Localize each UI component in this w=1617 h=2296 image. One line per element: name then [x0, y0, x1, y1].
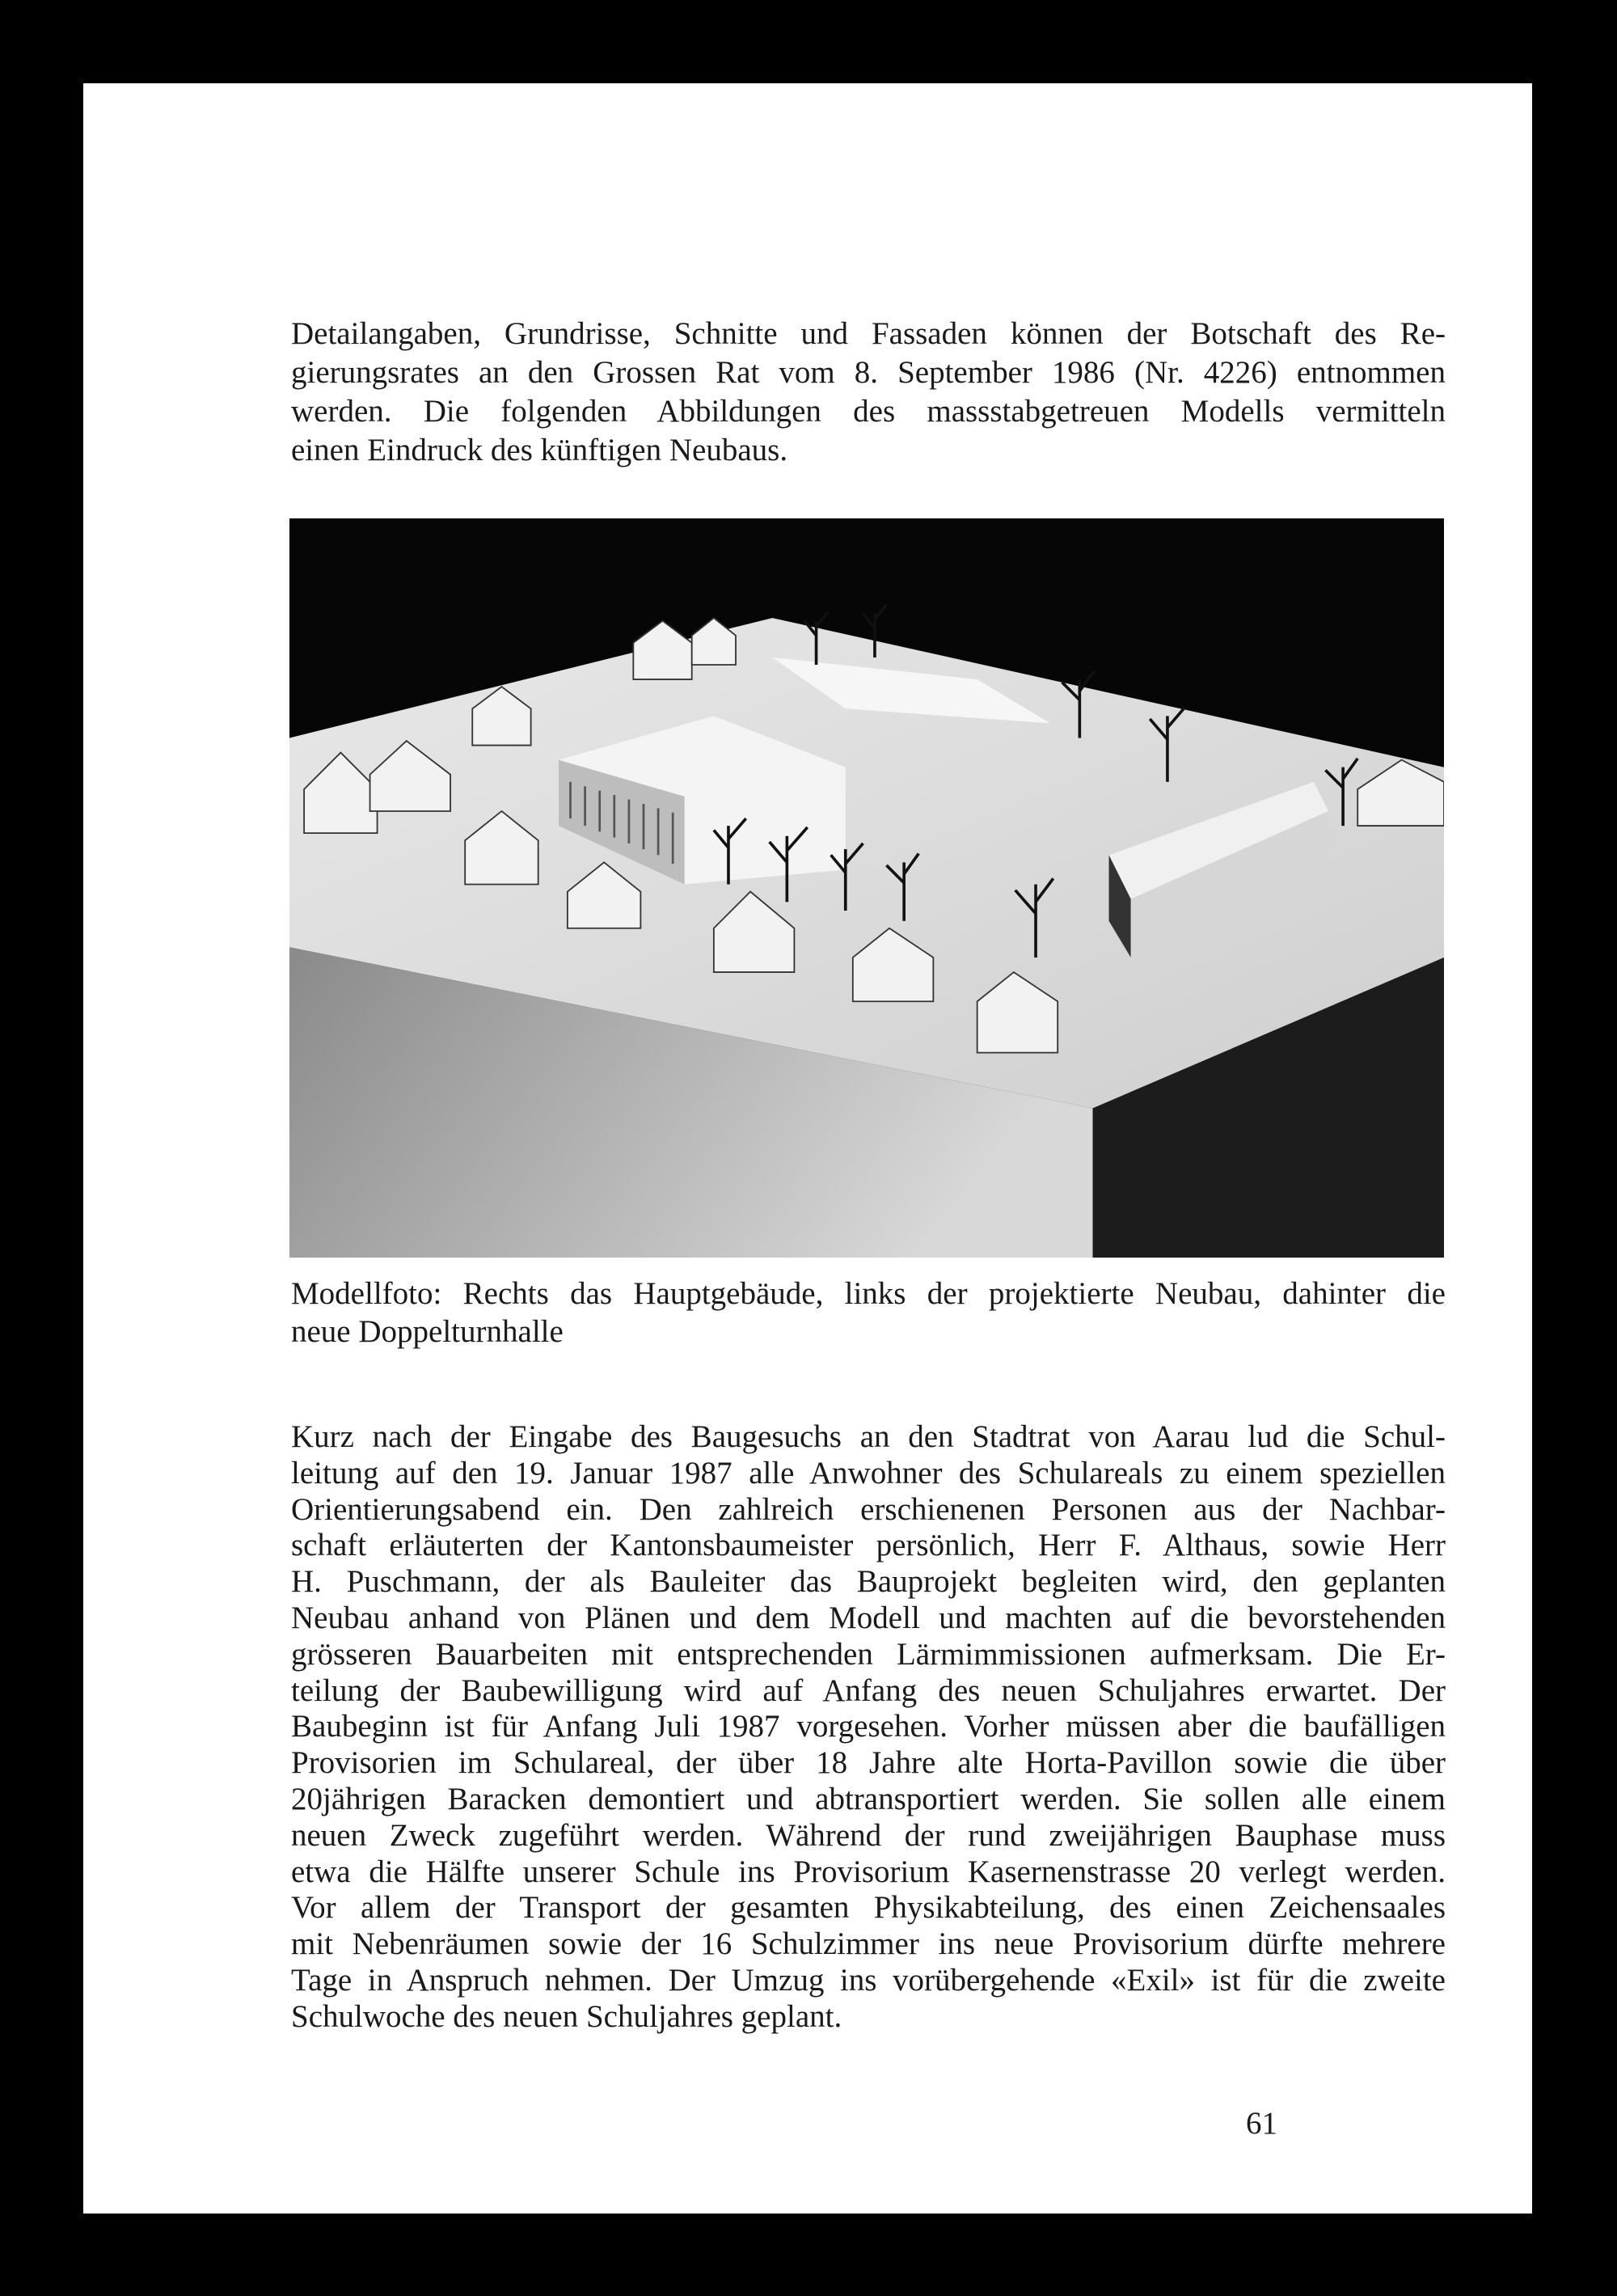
body-paragraph	[291, 1419, 1446, 2036]
text-line: 20jährigen Baracken demontiert und abtransportiert werden. Sie sollen alle einem	[291, 1781, 1446, 1816]
text-line: Kurz nach der Eingabe des Baugesuchs an den Stadtrat von Aarau lud die Schul-	[291, 1419, 1446, 1454]
text-line: schaft erläuterten der Kantonsbaumeister persönlich, Herr F. Althaus, sowie Herr	[291, 1528, 1446, 1563]
text-line: mit Nebenräumen sowie der 16 Schulzimmer ins neue Provisorium dürfte mehrere	[291, 1926, 1446, 1962]
architectural-model-image	[289, 518, 1444, 1258]
text-line: neue Doppelturnhalle	[291, 1314, 564, 1349]
intro-paragraph	[291, 315, 1446, 470]
text-line: Baubeginn ist für Anfang Juli 1987 vorgesehen. Vorher müssen aber die baufälligen	[291, 1709, 1446, 1744]
text-line: leitung auf den 19. Januar 1987 alle Anwohner des Schulareals zu einem speziellen	[291, 1455, 1446, 1490]
text-line: Detailangaben, Grundrisse, Schnitte und Fassaden können der Botschaft des Re-	[291, 316, 1446, 351]
text-line: teilung der Baubewilligung wird auf Anfang des neuen Schuljahres erwartet. Der	[291, 1672, 1446, 1708]
text-line: Tage in Anspruch nehmen. Der Umzug ins vorübergehende «Exil» ist für die zweite	[291, 1962, 1446, 1998]
text-line: Provisorien im Schulareal, der über 18 Jahre alte Horta-Pavillon sowie die über	[291, 1745, 1446, 1781]
text-line: grösseren Bauarbeiten mit entsprechenden Lärmimmissionen aufmerksam. Die Er-	[291, 1636, 1446, 1672]
text-line: Neubau anhand von Plänen und dem Modell und machten auf die bevorstehenden	[291, 1600, 1446, 1635]
figure-caption	[291, 1275, 1446, 1351]
text-line: etwa die Hälfte unserer Schule ins Provisorium Kasernenstrasse 20 verlegt werden.	[291, 1854, 1446, 1889]
text-line: H. Puschmann, der als Bauleiter das Bauprojekt begleiten wird, den geplanten	[291, 1564, 1446, 1600]
text-line: einen Eindruck des künftigen Neubaus.	[291, 433, 788, 467]
page-number: 61	[1246, 2106, 1277, 2141]
text-line: werden. Die folgenden Abbildungen des massstabgetreuen Modells vermitteln	[291, 394, 1446, 429]
text-line: gierungsrates an den Grossen Rat vom 8. September 1986 (Nr. 4226) entnommen	[291, 355, 1446, 390]
text-line: Modellfoto: Rechts das Hauptgebäude, links der projektierte Neubau, dahinter die	[291, 1276, 1446, 1311]
text-line: Orientierungsabend ein. Den zahlreich erschienenen Personen aus der Nachbar-	[291, 1491, 1446, 1527]
text-line: Vor allem der Transport der gesamten Physikabteilung, des einen Zeichensaales	[291, 1890, 1446, 1926]
page	[83, 83, 1532, 2214]
text-line: neuen Zweck zugeführt werden. Während der rund zweijährigen Bauphase muss	[291, 1817, 1446, 1853]
model-photo	[289, 518, 1444, 1258]
text-line: Schulwoche des neuen Schuljahres geplant.	[291, 1998, 842, 2034]
